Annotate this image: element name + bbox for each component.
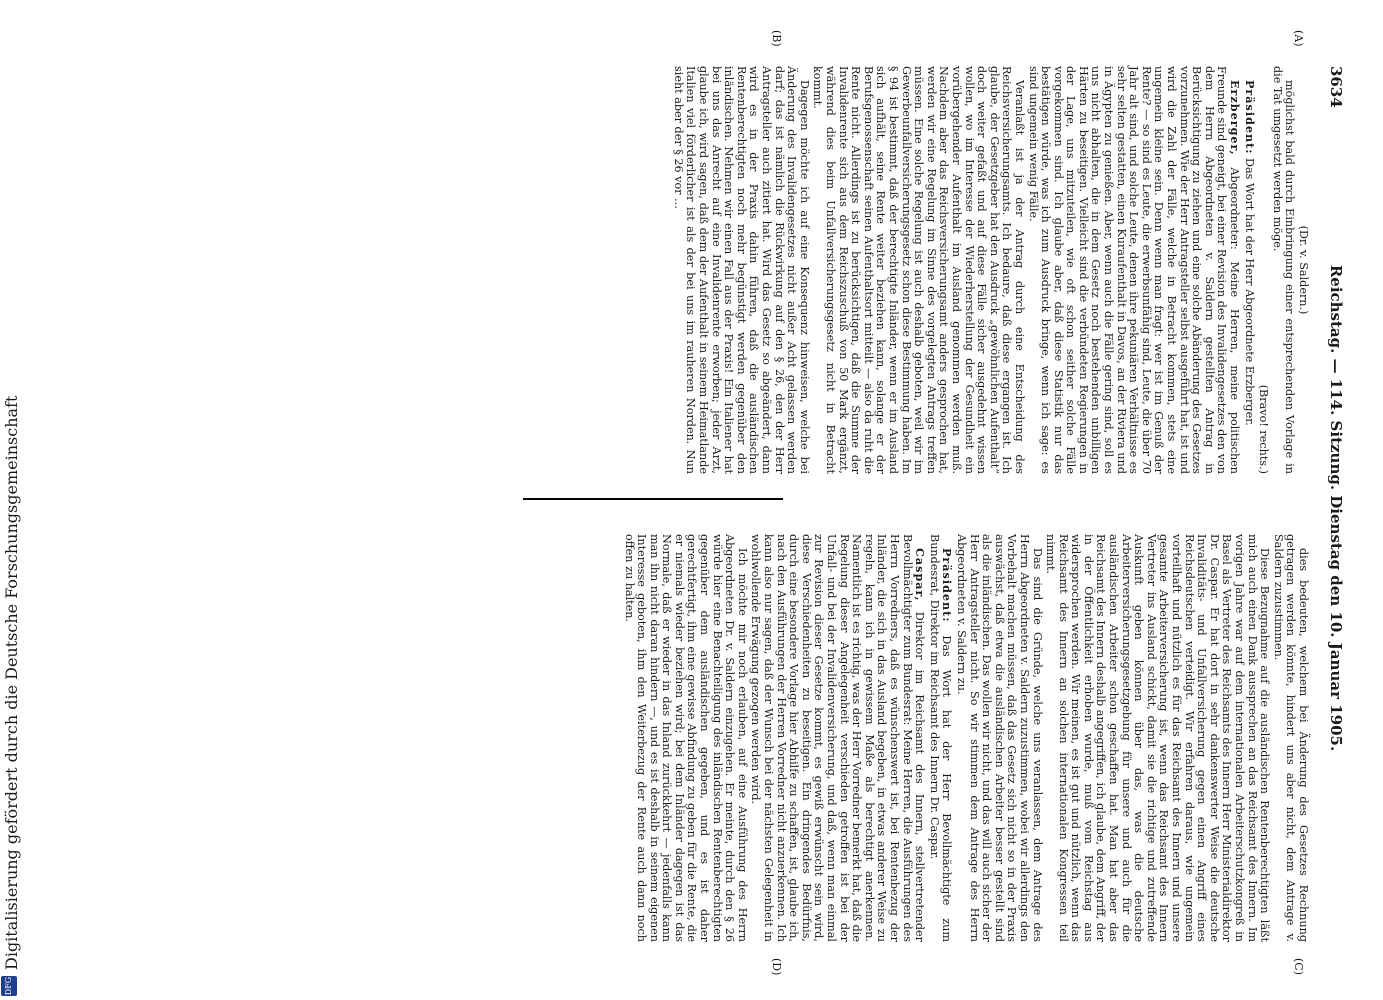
paragraph-text: Dagegen möchte ich auf eine Konsequenz hinweisen, welche bei Änderung des Invalidengesetzes nicht außer Acht gelassen werden darf; das ist nämlich die Rückwirkung auf den § 26, den der Herr Antragsteller auch zitiert hat. Wird das Gesetz so abgeändert, dann wird es in der Praxis dahin führen, daß die ausländischen Rentenberechtigten noch mehr begünstigt werden gegenüber den inländischen. Nehmen wir einen Fall aus der Praxis! Ein Italiener hat bei uns das Anrecht auf eine Invalidenrente erworben; jeder Arzt, glaube ich, wird sagen, daß dem der Aufenthalt in seinem Heimatlande Italien viel förderlicher ist als der bei uns im rauheren Norden. Nun sieht aber der § 26 vor ...	[671, 66, 811, 474]
paragraph-text: Diese Bezugnahme auf die ausländischen Rentenberechtigten läßt mich auch einen Dank aussprechen an das Reichsamt des Innern. Im vorigen Jahre war auf dem internationalen Arbeiterschutzkongreß in Basel als Vertreter des Reichsamts des Innern Herr Ministerialdirektor Dr. Caspar. Er hat dort in sehr dankenswerter Weise die deutsche Invaliditäts- und Unfallversicherung gegen einen Angriff eines Reichsdeutschen verteidigt. Wir erfahren daraus, wie ungemein vorteilhaft und nützlich es für das Reichsamt des Innern und unsere gesamte Arbeiterversicherung ist, wenn das Reichsamt des Innern Vertreter ins Ausland schickt, damit sie die richtige und zutreffende Auskunft geben können über das, was die deutsche Arbeiterversicherungsgesetzgebung für unsere und auch für die ausländischen Arbeiter schon geschaffen hat. Man hat aber das Reichsamt des Innern deshalb angegriffen, ich glaube, dem Angriff, der in der Öffentlichkeit erhoben wurde, muß vom Reichstag aus widersprochen werden. Wir meinen, es ist gut und nützlich, wenn das Reichsamt des Innern an solchen internationalen Kongressen teil nimmt.	[1044, 534, 1272, 942]
text-column-right	[621, 534, 1309, 942]
paragraph	[1242, 66, 1256, 474]
digitization-credit: Digitalisierung gefördert durch die Deutsche Forschungsgemeinschaft	[2, 395, 21, 970]
speaker-name: Präsident:	[940, 548, 955, 623]
paragraph	[1296, 66, 1309, 474]
paragraph-text: Das sind die Gründe, welche uns veranlassen, dem Antrage des Herrn Abgeordneten v. Saldern zuzustimmen, wobei wir allerdings den Vorbehalt machen müssen, daß das Gesetz sich nicht so in der Praxis auswächst, daß etwa die ausländischen Arbeiter besser gestellt sind als die inländischen. Das wollen wir nicht, und das will auch sicher der Herr Antragsteller nicht. So wir stimmen dem Antrage des Herrn Abgeordneten v. Saldern zu.	[954, 534, 1044, 942]
column-divider	[523, 498, 783, 500]
paragraph	[622, 534, 748, 942]
paragraph	[749, 534, 926, 942]
paragraph	[927, 534, 953, 942]
speaker-name: Präsident:	[1242, 80, 1257, 155]
paragraph	[954, 534, 1042, 942]
page-number: 3634	[1327, 66, 1345, 108]
paragraph	[1271, 534, 1309, 942]
margin-letter-b: (B)	[770, 30, 783, 47]
text-column-left	[670, 66, 1309, 474]
margin-letter-d: (D)	[770, 958, 783, 976]
page-title: Reichstag. — 114. Sitzung. Dienstag den 10. Januar 1905.	[1327, 264, 1345, 752]
speaker-name: Erzberger,	[1228, 80, 1243, 156]
paragraph	[671, 66, 810, 474]
speaker-name: Caspar,	[913, 548, 928, 602]
margin-letter-a: (A)	[1292, 30, 1305, 47]
paragraph-text: Veranlaßt ist ja der Antrag durch eine Entscheidung des Reichsversicherungsamts. Ich bedaure, daß diese ergangen ist. Ich glaube, der Gesetzgeber hat den Ausdruck „gewöhnlichen Aufenthalt“ doch weiter gefaßt und auf diese Fälle sicher ausgedehnt wissen wollen, wo im Interesse der Wiederherstellung der Gesundheit ein vorübergehender Aufenthalt im Ausland genommen werden muß. Nachdem aber das Reichsversicherungsamt anders gesprochen hat, werden wir eine Regelung im Sinne des vorgelegten Antrags treffen müssen. Eine solche Regelung ist auch deshalb geboten, weil wir im Gewerbeunfallversicherungsgesetz schon diese Bestimmung haben. Im § 94 ist bestimmt, daß der berechtigte Inländer, wenn er im Ausland sich aufhält, seine Rente weiter beziehen kann, solange er der Berufsgenossenschaft seinen Aufenthaltsort mitteilt — also da ruht die Rente nicht. Allerdings ist zu berücksichtigen, daß die Summe der Invalidenrente sich aus dem Reichszuschuß von 50 Mark ergänzt, während dies beim Unfallversicherungsgesetz nicht in Betracht kommt.	[811, 66, 1026, 474]
paragraph-text: Ich möchte mir noch erlauben, auf eine Ausführung des Herrn Abgeordneten Dr. v. Saldern einzugehen. Er meinte, durch den § 26 würde hier eine Benachteiligung des inländischen Rentenberechtigten gegenüber dem ausländischen gegeben, und es ist daher gerechtfertigt, ihm eine gewisse Abfindung zu geben für die Rente, die er niemals wieder beziehen wird; bei dem Inländer dagegen ist das Normale, daß er wieder in das Inland zurückkehrt — jedenfalls kann man ihn nicht daran hindern —, und es ist deshalb in seinem eigenen Interesse geboten, ihm den Weiterbezug der Rente auch dann noch offen zu halten.	[622, 534, 749, 942]
paragraph	[1026, 66, 1241, 474]
paragraph-text: Abgeordneter: Meine Herren, meine politischen Freunde sind geneigt, bei einer Revision des Invalidengesetzes den von dem Herrn Abgeordneten v. Saldern gestellten Antrag in Berücksichtigung zu ziehen und eine solche Abänderung des Gesetzes vorzunehmen. Wie der Herr Antragsteller selbst ausgeführt hat, ist und wird die Zahl der Fälle, welche in Betracht kommen, stets eine ungemein kleine sein. Denn wenn man fragt: wer ist im Genuß der Rente? — so sind es Leute, die erwerbsunfähig sind, Leute, die über 70 Jahr alt sind, und solche Leute, denen ihre pekuniären Verhältnisse es sehr selten gestatten, einen Kuraufenthalt in Davos, an der Riviera und in Ägypten zu genießen. Aber, wenn auch die Fälle gering sind, soll es uns nicht abhalten, die in dem Gesetz noch bestehenden unbilligen Härten zu beseitigen. Vielleicht sind die verbündeten Regierungen in der Lage, uns mitzuteilen, wie oft schon seither solche Fälle vorgekommen sind. Ich glaube aber, daß diese Statistik nur das bestätigen würde, was ich zum Ausdruck bringe, wenn ich sage: es sind ungemein wenig Fälle.	[1026, 66, 1242, 474]
margin-letter-c: (C)	[1292, 958, 1305, 975]
paragraph-text: dies bedeuten, welchem bei Änderung des Gesetzes Rechnung getragen werden könnte, hindert uns aber nicht, dem Antrage v. Saldern zuzustimmen.	[1271, 534, 1310, 942]
paragraph-text: (Dr. v. Saldern.)	[1297, 225, 1310, 315]
paragraph	[1044, 534, 1271, 942]
page-header	[1319, 66, 1353, 950]
paragraph-text: Das Wort hat der Herr Bevollmächtigte zum Bundesrat, Direktor im Reichsamt des Innern Dr. Caspar.	[927, 534, 954, 942]
paragraph-text: Direktor im Reichsamt des Innern, stellvertretender Bevollmächtigter zum Bundesrat: Meine Herren, die Ausführungen des Herrn Vorredners, daß es wünschenswert ist, bei Rentenbezug der Inländer, die sich in das Ausland begeben, in etwas anderer Weise zu regeln, kann ich in gewissem Maße als berechtigt anerkennen. Namentlich ist es richtig, was der Herr Vorredner bemerkt hat, daß die Regelung dieser Angelegenheit verschieden getroffen ist bei der Unfall- und bei der Invalidenversicherung, und daß, wenn man einmal zur Revision dieser Gesetze kommt, es gewiß erwünscht sein wird, diese Verschiedenheiten zu beseitigen. Ein dringendes Bedürfnis, durch eine besondere Vorlage hier Abhilfe zu schaffen, ist, glaube ich, nach den Ausführungen der Herren Vorredner nicht anzuerkennen. Ich kann also nur sagen, daß der Wunsch bei der nächsten Gelegenheit in wohlwollende Erwägung gezogen werden wird.	[749, 534, 927, 942]
credit-strip	[0, 0, 20, 1000]
paragraph	[1257, 66, 1270, 474]
paragraph-text: Das Wort hat der Herr Abgeordnete Erzberger.	[1242, 158, 1256, 426]
paragraph	[1270, 66, 1295, 474]
paragraph-text: möglichst bald durch Einbringung einer entsprechenden Vorlage in die Tat umgesetzt werden möge.	[1270, 66, 1297, 474]
paragraph	[811, 66, 1025, 474]
paragraph-text: (Bravo! rechts.)	[1257, 384, 1271, 474]
dfg-logo-icon: DFG	[1, 976, 17, 996]
